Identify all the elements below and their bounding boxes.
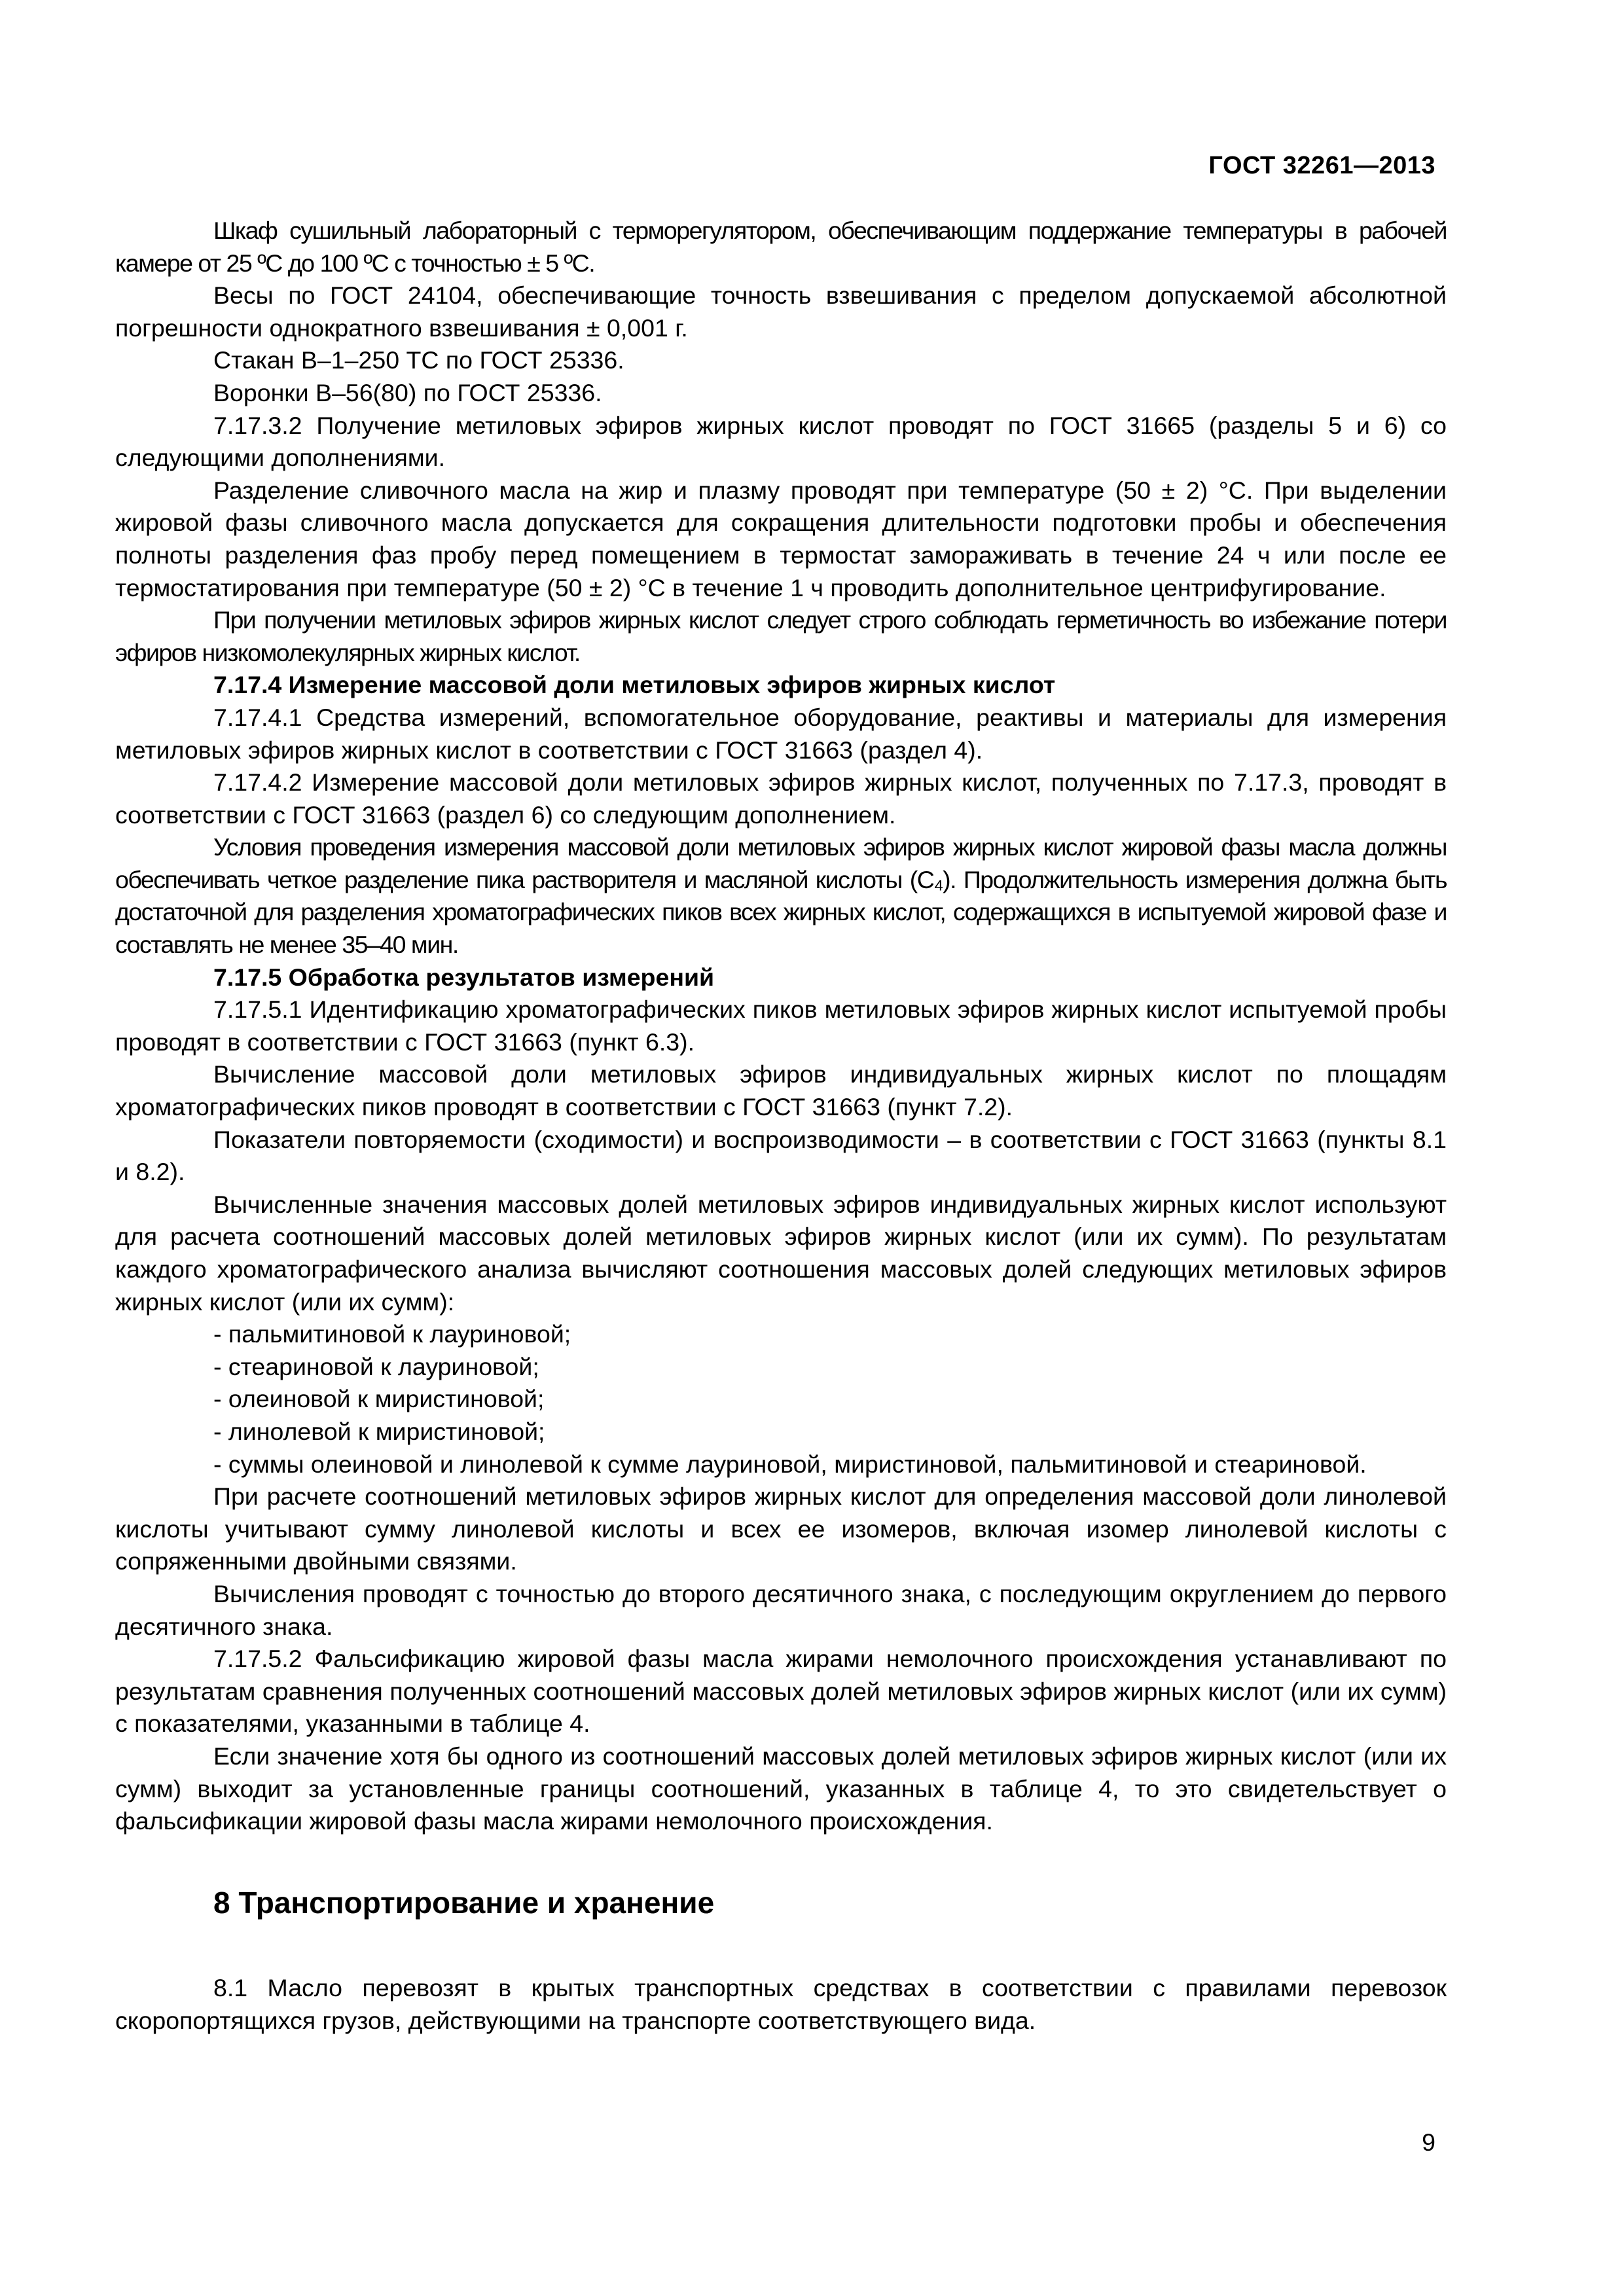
body-paragraph: 7.17.5.1 Идентификацию хроматографических пиков метиловых эфиров жирных кислот испытуемой пробы проводят в соответствии с ГОСТ 31663 (пункт 6.3). [115,996,1447,1056]
body-paragraph: Весы по ГОСТ 24104, обеспечивающие точность взвешивания с пределом допускаемой абсолютной погрешности однократного взвешивания ± 0,001 г. [115,281,1447,342]
body-paragraph: - линолевой к миристиновой; [213,1417,545,1445]
body-paragraph: Воронки В–56(80) по ГОСТ 25336. [213,378,602,406]
section-8-paragraph: 8.1 Масло перевозят в крытых транспортных средствах в соответствии с правилами перевозок скоропортящихся грузов, действующими на транспорте соответствующего вида. [115,1974,1447,2034]
page-number: 9 [1422,2128,1435,2156]
body-paragraph: 7.17.5.2 Фальсификацию жировой фазы масла жирами немолочного происхождения устанавливают по результатам сравнения полученных соотношений массовых долей метиловых эфиров жирных кислот (или их сумм) с показателями, указанными в таблице 4. [115,1645,1447,1738]
body-paragraph: При получении метиловых эфиров жирных кислот следует строго соблюдать герметичность во избежание потери эфиров низкомолекулярных жирных кислот. [115,606,1447,666]
body-paragraph: - олеиновой к миристиновой; [213,1385,545,1413]
body-paragraph: Шкаф сушильный лабораторный с терморегулятором, обеспечивающим поддержание температуры в рабочей камере от 25 ºС до 100 ºС с точностью ± 5 ºС. [115,217,1447,277]
body-paragraph: - суммы олеиновой и линолевой к сумме лауриновой, миристиновой, пальмитиновой и стеариновой. [213,1450,1367,1478]
body-paragraph: 7.17.3.2 Получение метиловых эфиров жирных кислот проводят по ГОСТ 31665 (разделы 5 и 6) со следующими дополнениями. [115,411,1447,472]
section-8-body [115,1972,1447,2037]
body-paragraph: 7.17.4.2 Измерение массовой доли метиловых эфиров жирных кислот, полученных по 7.17.3, проводят в соответствии с ГОСТ 31663 (раздел 6) со следующим дополнением. [115,768,1447,829]
body-paragraph: - пальмитиновой к лауриновой; [213,1320,571,1348]
body-paragraph: - стеариновой к лауриновой; [213,1352,539,1380]
body-paragraph: Стакан В–1–250 ТС по ГОСТ 25336. [213,346,624,374]
document-body [115,215,1447,1838]
body-paragraph: 7.17.4.1 Средства измерений, вспомогательное оборудование, реактивы и материалы для измерения метиловых эфиров жирных кислот в соответствии с ГОСТ 31663 (раздел 4). [115,703,1447,764]
section-8-title: 8 Транспортирование и хранение [213,1886,715,1920]
body-paragraph: Разделение сливочного масла на жир и плазму проводят при температуре (50 ± 2) °С. При выделении жировой фазы сливочного масла допускается для сокращения длительности подготовки пробы и обеспечения полноты разделения фаз пробу перед помещением в термостат замораживать в течение 24 ч или после ее термостатирования при температуре (50 ± 2) °С в течение 1 ч проводить дополнительное центрифугирование. [115,476,1447,601]
document-header-standard: ГОСТ 32261—2013 [1208,152,1435,179]
body-paragraph: При расчете соотношений метиловых эфиров жирных кислот для определения массовой доли линолевой кислоты учитывают сумму линолевой кислоты и всех ее изомеров, включая изомер линолевой кислоты с сопряженными двойными связями. [115,1482,1447,1575]
body-paragraph: Показатели повторяемости (сходимости) и воспроизводимости – в соответствии с ГОСТ 31663 (пункты 8.1 и 8.2). [115,1125,1447,1186]
body-paragraph: Вычисленные значения массовых долей метиловых эфиров индивидуальных жирных кислот используют для расчета соотношений массовых долей метиловых эфиров жирных кислот (или их сумм). По результатам каждого хроматографического анализа вычисляют соотношения массовых долей следующих метиловых эфиров жирных кислот (или их сумм): [115,1190,1447,1316]
body-paragraph: Вычисление массовой доли метиловых эфиров индивидуальных жирных кислот по площадям хроматографических пиков проводят в соответствии с ГОСТ 31663 (пункт 7.2). [115,1060,1447,1121]
body-paragraph: Условия проведения измерения массовой доли метиловых эфиров жирных кислот жировой фазы масла должны обеспечивать четкое разделение пика растворителя и масляной кислоты (С₄). Продолжительность измерения должна быть достаточной для разделения хроматографических пиков всех жирных кислот, содержащихся в испытуемой жировой фазе и составлять не менее 35–40 мин. [115,833,1447,959]
body-paragraph: Если значение хотя бы одного из соотношений массовых долей метиловых эфиров жирных кислот (или их сумм) выходит за установленные границы соотношений, указанных в таблице 4, то это свидетельствует о фальсификации жировой фазы масла жирами немолочного происхождения. [115,1742,1447,1835]
subsection-heading: 7.17.5 Обработка результатов измерений [213,963,715,991]
subsection-heading: 7.17.4 Измерение массовой доли метиловых эфиров жирных кислот [213,671,1056,699]
body-paragraph: Вычисления проводят с точностью до второго десятичного знака, с последующим округлением до первого десятичного знака. [115,1579,1447,1640]
